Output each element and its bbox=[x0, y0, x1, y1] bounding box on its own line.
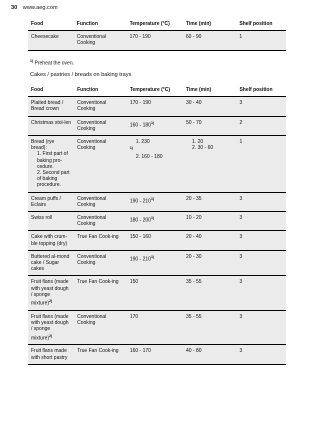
cell-time bbox=[183, 136, 236, 193]
temp-value: 170 - 190 bbox=[129, 100, 151, 107]
cell-time: 35 - 55 bbox=[183, 276, 236, 310]
temp-value: 160 - 170 bbox=[129, 348, 151, 355]
cell-temperature: 170 - 190 bbox=[127, 31, 183, 50]
temp-value: 180 - 200 bbox=[129, 217, 151, 224]
table-caption: Cakes / pastries / breads on baking trays bbox=[30, 72, 132, 78]
cell-function: Conventional Cooking bbox=[74, 192, 127, 211]
footnote-ref: 1) bbox=[150, 254, 155, 259]
cell-shelf: 1 bbox=[236, 136, 286, 193]
cell-time: 10 - 20 bbox=[183, 212, 236, 231]
food-label: Swiss roll bbox=[31, 215, 53, 222]
cell-food bbox=[28, 97, 74, 116]
cell-shelf: 3 bbox=[236, 345, 286, 364]
cell-temperature bbox=[127, 212, 183, 231]
cell-time: 20 - 30 bbox=[183, 250, 236, 276]
cell-time: 30 - 40 bbox=[183, 97, 236, 116]
table-row bbox=[28, 116, 286, 135]
table-row bbox=[28, 250, 286, 276]
table-row bbox=[28, 136, 286, 193]
col-temperature: Temperature (°C) bbox=[127, 18, 183, 31]
cell-function: True Fan Cook-ing bbox=[74, 345, 127, 364]
cell-time: 20 - 40 bbox=[183, 231, 236, 250]
col-function: Function bbox=[74, 18, 127, 31]
cell-function: True Fan Cook-ing bbox=[74, 231, 127, 250]
col-food: Food bbox=[28, 84, 74, 97]
cell-food: Cheesecake bbox=[28, 31, 74, 50]
cell-temperature bbox=[127, 310, 183, 344]
cell-time: 60 - 90 bbox=[183, 31, 237, 50]
footnote-ref: 1) bbox=[150, 196, 155, 201]
table-row bbox=[28, 212, 286, 231]
cell-temperature bbox=[127, 345, 183, 364]
temp-value: 190 - 210 bbox=[129, 198, 151, 205]
cell-food bbox=[28, 136, 74, 193]
col-function: Function bbox=[74, 84, 127, 97]
footnote-ref: 2) bbox=[49, 299, 53, 304]
footnote bbox=[30, 59, 74, 67]
temp-value: 150 - 160 bbox=[129, 234, 151, 241]
table-row bbox=[28, 231, 286, 250]
page-header bbox=[11, 5, 58, 11]
footnote-marker: 1) bbox=[30, 59, 34, 63]
table-header-row bbox=[28, 84, 286, 97]
col-time: Time (min) bbox=[183, 84, 236, 97]
col-shelf: Shelf position bbox=[236, 18, 286, 31]
food-label: Cake with crum-ble topping (dry) bbox=[31, 234, 68, 247]
cell-food bbox=[28, 212, 74, 231]
table-row bbox=[28, 31, 286, 50]
baking-trays-table bbox=[28, 84, 286, 365]
food-step: 2. Second part of baking procedure. bbox=[37, 170, 70, 189]
cell-shelf: 3 bbox=[236, 250, 286, 276]
table-header-row bbox=[28, 18, 286, 31]
cell-function: Conventional Cooking bbox=[74, 116, 127, 135]
cell-food bbox=[28, 310, 74, 344]
col-food: Food bbox=[28, 18, 74, 31]
col-temperature: Temperature (°C) bbox=[127, 84, 183, 97]
cell-time: 50 - 70 bbox=[183, 116, 236, 135]
cell-function: Conventional Cooking bbox=[74, 97, 127, 116]
table-row bbox=[28, 97, 286, 116]
cell-function: Conventional Cooking bbox=[74, 310, 127, 344]
temp-value: 150 bbox=[129, 279, 139, 286]
cell-food bbox=[28, 231, 74, 250]
cell-food bbox=[28, 250, 74, 276]
time-step: 1. 20 bbox=[192, 139, 204, 146]
table-row bbox=[28, 310, 286, 344]
page-number: 30 bbox=[11, 5, 18, 11]
footnote-text: Preheat the oven. bbox=[34, 60, 74, 67]
cell-function: True Fan Cook-ing bbox=[74, 276, 127, 310]
cell-food bbox=[28, 276, 74, 310]
temp-step: 1. 230 bbox=[135, 139, 150, 146]
cell-shelf: 3 bbox=[236, 97, 286, 116]
food-label: Plaited bread / Bread crown bbox=[31, 100, 64, 113]
cheesecake-table bbox=[28, 18, 286, 51]
cell-function: Conventional Cooking bbox=[74, 250, 127, 276]
cell-shelf: 3 bbox=[236, 310, 286, 344]
temp-step: 2. 160 - 180 bbox=[135, 154, 163, 161]
cell-temperature bbox=[127, 231, 183, 250]
food-label: Fruit flans made with short pastry bbox=[31, 348, 68, 361]
cell-temperature bbox=[127, 276, 183, 310]
cell-food bbox=[28, 116, 74, 135]
temp-value: 160 - 180 bbox=[129, 122, 151, 129]
food-label: Cream puffs / Eclairs bbox=[31, 195, 61, 208]
cell-food bbox=[28, 192, 74, 211]
food-step: 1. First part of baking pro-cedure. bbox=[37, 151, 68, 170]
col-shelf: Shelf position bbox=[236, 84, 286, 97]
table-row bbox=[28, 276, 286, 310]
food-label: Fruit flans (made with yeast dough / sponge mixture) bbox=[31, 279, 69, 307]
food-label: Bread (rye bread): bbox=[31, 139, 55, 152]
cell-food bbox=[28, 345, 74, 364]
temp-value: 170 bbox=[129, 313, 139, 320]
site-url: www.aeg.com bbox=[22, 5, 58, 11]
footnote-ref: 1) bbox=[150, 120, 155, 125]
temp-value: 190 - 210 bbox=[129, 256, 151, 263]
cell-function: Conventional Cooking bbox=[74, 31, 127, 50]
cell-temperature bbox=[127, 250, 183, 276]
cell-shelf: 1 bbox=[236, 31, 286, 50]
cell-time: 40 - 80 bbox=[183, 345, 236, 364]
cell-function: Conventional Cooking bbox=[74, 136, 127, 193]
cell-temperature bbox=[127, 116, 183, 135]
food-label: Fruit flans (made with yeast dough / sponge mixture) bbox=[31, 313, 69, 342]
cell-temperature bbox=[127, 97, 183, 116]
cell-shelf: 3 bbox=[236, 231, 286, 250]
cell-shelf: 3 bbox=[236, 276, 286, 310]
cell-time: 20 - 35 bbox=[183, 192, 236, 211]
cell-time: 35 - 55 bbox=[183, 310, 236, 344]
time-step: 2. 30 - 60 bbox=[192, 145, 214, 152]
cell-temperature bbox=[127, 136, 183, 193]
cell-temperature bbox=[127, 192, 183, 211]
cell-shelf: 2 bbox=[236, 116, 286, 135]
col-time: Time (min) bbox=[183, 18, 237, 31]
cell-shelf: 3 bbox=[236, 192, 286, 211]
cell-shelf: 3 bbox=[236, 212, 286, 231]
footnote-ref: 1) bbox=[129, 146, 133, 151]
table-row bbox=[28, 345, 286, 364]
table-row bbox=[28, 192, 286, 211]
footnote-ref: 1) bbox=[150, 216, 155, 221]
food-label: Christmas stol-len bbox=[31, 119, 72, 126]
food-label: Buttered al-mond cake / Sugar cakes bbox=[31, 253, 70, 273]
cell-function: Conventional Cooking bbox=[74, 212, 127, 231]
footnote-ref: 2) bbox=[49, 333, 53, 338]
